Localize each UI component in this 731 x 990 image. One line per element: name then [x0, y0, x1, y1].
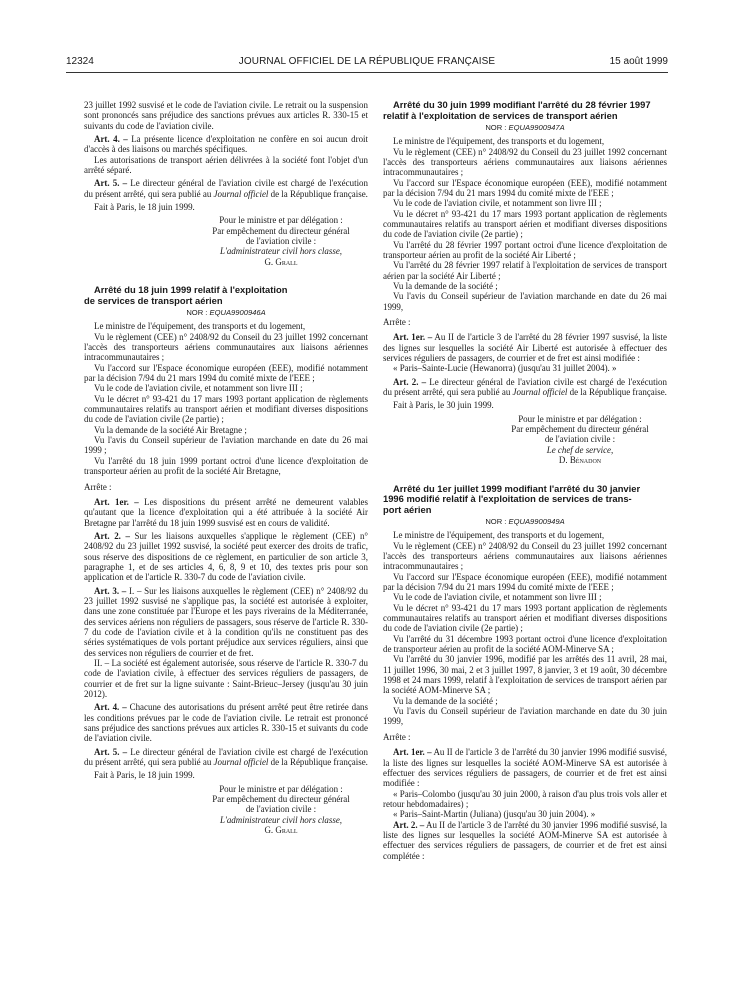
title-line: relatif à l'exploitation de services de transport aérien — [383, 109, 618, 121]
list-item: « Paris–Colombo (jusqu'au 30 juin 2000, à raison d'au plus trois vols aller et retour hebdomadaires) ; — [383, 788, 667, 809]
visa: Vu l'arrêté du 31 décembre 1993 portant octroi d'une licence d'exploitation de transporteur aérien au profit de la société AOM-Minerve SA ; — [383, 633, 667, 655]
visa: Vu la demande de la société ; — [393, 695, 498, 706]
left-column — [84, 100, 368, 836]
page-header — [66, 54, 668, 73]
nor-reference — [84, 308, 368, 318]
paragraph: 23 juillet 1992 susvisé et le code de l'aviation civile. Le retrait ou la suspension sont prononcés sans préjudice des sanctions prévues aux articles R. 330-15 et suivants du code de l'aviation civile. — [84, 100, 368, 131]
article-text: de la République française. — [268, 188, 368, 199]
list-item: « Paris–Sainte-Lucie (Hewanorra) (jusqu'au 31 juillet 2004). » — [393, 363, 617, 374]
signature-line: Pour le ministre et par délégation : — [219, 215, 343, 226]
article-text: Le directeur général de l'aviation civile est chargé de l'exécution du présent arrêté, qui sera publié au — [383, 376, 667, 398]
article-label: Art. 5. – — [94, 746, 128, 757]
title-line: Arrêté du 30 juin 1999 modifiant l'arrêté du 28 février 1997 — [393, 99, 651, 110]
article-5 — [84, 747, 368, 768]
article-1 — [383, 747, 667, 788]
signature-line: Par empêchement du directeur général — [212, 794, 350, 805]
title-line: Arrêté du 18 juin 1999 relatif à l'exploitation — [94, 284, 288, 296]
article-label: Art. 2. – — [393, 819, 425, 830]
visa: Vu le règlement (CEE) n° 2408/92 du Conseil du 23 juillet 1992 concernant l'accès des transporteurs aériens communautaires aux liaisons aériennes intracommunautaires ; — [84, 331, 368, 363]
article-label: Art. 1er. – — [393, 332, 433, 343]
issue-date: 15 août 1999 — [609, 56, 668, 67]
visa: Vu la demande de la société Air Bretagne ; — [94, 424, 247, 435]
article-label: Art. 4. – — [94, 702, 127, 713]
signature-title: Le chef de service, — [546, 444, 614, 455]
article-1 — [84, 497, 368, 528]
nor-code: EQUA9900947A — [508, 123, 565, 133]
visa: Vu le code de l'aviation civile, et notamment son livre III ; — [393, 592, 602, 603]
title-line: 1996 modifié relatif à l'exploitation de services de trans- — [383, 493, 632, 505]
visa: Vu l'accord sur l'Espace économique européen (EEE), modifié notamment par la décision 7/94 du 21 mars 1994 du comité mixte de l'EEE ; — [84, 362, 368, 384]
visa: Vu l'accord sur l'Espace économique européen (EEE), modifié notamment par la décision 7/94 du 21 mars 1994 du comité mixte de l'EEE ; — [383, 571, 667, 592]
article-text: La présente licence d'exploitation ne confère en soi aucun droit d'accès à des liaisons ou marchés spécifiques. — [84, 134, 369, 155]
article-text: Les dispositions du présent arrêté ne demeurent valables qu'autant que la licence d'exploitation qui a été attribuée à la société Air Bretagne par l'arrêté du 18 juin 1999 susvisé est en cours de validité. — [84, 496, 369, 528]
arrete-heading: Arrête : — [383, 317, 411, 328]
article-label: Art. 5. – — [94, 178, 128, 189]
nor-label: NOR : — [485, 123, 509, 133]
signatory-name: G. Grall — [264, 256, 298, 267]
article-5 — [84, 178, 368, 199]
list-item: « Paris–Saint-Martin (Juliana) (jusqu'au 30 juin 2004). » — [393, 809, 596, 820]
article-label: Art. 4. – — [94, 134, 128, 145]
journal-ref: Journal officiel — [213, 188, 269, 199]
article-text: Sur les liaisons auxquelles s'applique le règlement (CEE) n° 2408/92 du 23 juillet 1992 susvisé, la société peut exercer des droits de trafic, sous réserve des dispositions de ce règlement, en particulier de son article 3, paragraphe 1, et de ses articles 4, 6, 8, 9 et 10, des textes pris pour son application et de l'article R. 330-7 du code de l'aviation civile. — [84, 530, 368, 583]
signature-block — [84, 784, 368, 836]
signature-line: Pour le ministre et par délégation : — [518, 413, 642, 424]
signatory-name: G. Grall — [264, 825, 298, 836]
visa: Vu le règlement (CEE) n° 2408/92 du Conseil du 23 juillet 1992 concernant l'accès des transporteurs aériens communautaires aux liaisons aériennes intracommunautaires ; — [383, 540, 667, 572]
date-line: Fait à Paris, le 18 juin 1999. — [94, 770, 195, 781]
signature-line: de l'aviation civile : — [245, 804, 317, 815]
visa: Vu l'arrêté du 18 juin 1999 portant octroi d'une licence d'exploitation de transporteur aérien au profit de la société Air Bretagne, — [84, 455, 368, 477]
visa: Vu l'arrêté du 28 février 1997 relatif à l'exploitation de services de transport aérien par la société Air Liberté ; — [383, 260, 667, 281]
signature-line: Par empêchement du directeur général — [511, 424, 649, 435]
article-text: Au II de l'article 3 de l'arrêté du 28 février 1997 susvisé, la liste des lignes sur lesquelles la société Air Liberté est autorisée à effectuer des services réguliers de passagers, de courrier et de fret est ainsi modifiée : — [383, 332, 667, 364]
article-4 — [84, 134, 368, 155]
title-line: port aérien — [383, 503, 432, 515]
visa: Vu le décret n° 93-421 du 17 mars 1993 portant application de règlements communautaires relatifs au transport aérien et modifiant diverses dispositions du code de l'aviation civile (2e partie) ; — [383, 208, 667, 240]
signature-line: Par empêchement du directeur général — [212, 225, 350, 236]
signature-block — [383, 414, 667, 466]
article-text: I. – Sur les liaisons auxquelles le règlement (CEE) n° 2408/92 du 23 juillet 1992 susvisé ne s'applique pas, la société est autorisée à exploiter, dans une zone constituée par l'Europe et les pays riverains de la Méditerranée, des services aériens non réguliers de passagers, sous réserve de l'article R. 330-7 du code de l'aviation civile et à la condition qu'ils ne constituent pas des séries systématiques de vols portant préjudice aux services réguliers, ainsi que des services non réguliers de courrier et de fret. — [84, 585, 368, 658]
visa: Le ministre de l'équipement, des transports et du logement, — [94, 321, 306, 332]
signatory-name: D. Bénadon — [558, 455, 602, 466]
article-label: Art. 2. – — [393, 376, 427, 387]
visa: Vu le règlement (CEE) n° 2408/92 du Conseil du 23 juillet 1992 concernant l'accès des transporteurs aériens communautaires aux liaisons aériennes intracommunautaires ; — [383, 146, 667, 178]
date-line: Fait à Paris, le 30 juin 1999. — [393, 400, 494, 411]
visa: Vu l'avis du Conseil supérieur de l'aviation marchande en date du 26 mai 1999 ; — [84, 435, 368, 456]
nor-code: EQUA9900949A — [508, 517, 565, 527]
visa: Vu l'arrêté du 30 janvier 1996, modifié par les arrêtés des 11 avril, 28 mai, 11 juillet 1996, 30 mai, 2 et 3 juillet 1997, 8 janvier, 3 et 19 août, 30 décembre 1998 et 24 mars 1999, relatif à l'exploitation de services de transport aérien par la société AOM-Minerve SA ; — [383, 654, 667, 696]
signature-line: de l'aviation civile : — [245, 236, 317, 247]
page-number: 12324 — [66, 56, 94, 67]
paragraph: Les autorisations de transport aérien délivrées à la société font l'objet d'un arrêté séparé. — [84, 154, 368, 176]
visa: Le ministre de l'équipement, des transports et du logement, — [393, 530, 605, 541]
visa: Le ministre de l'équipement, des transports et du logement, — [393, 136, 605, 147]
journal-ref: Journal officiel — [512, 387, 568, 398]
arrete-title — [383, 100, 667, 121]
article-text: Le directeur général de l'aviation civile est chargé de l'exécution du présent arrêté, qui sera publié au — [84, 178, 368, 199]
title-line: Arrêté du 1er juillet 1999 modifiant l'arrêté du 30 janvier — [393, 482, 641, 494]
visa: Vu le code de l'aviation civile, et notamment son livre III ; — [393, 198, 602, 209]
article-label: Art. 3. – — [94, 585, 127, 596]
visa: Vu l'avis du Conseil supérieur de l'aviation marchande en date du 26 mai 1999, — [383, 291, 667, 312]
article-4 — [84, 702, 368, 743]
visa: Vu le code de l'aviation civile, et notamment son livre III ; — [94, 383, 303, 394]
article-2 — [383, 820, 667, 861]
signature-block — [84, 215, 368, 267]
visa: Vu la demande de la société ; — [393, 281, 498, 291]
journal-title: JOURNAL OFFICIEL DE LA RÉPUBLIQUE FRANÇAISE — [238, 56, 496, 67]
article-label: Art. 1er. – — [393, 747, 432, 758]
arrete-title — [383, 484, 667, 516]
nor-label: NOR : — [186, 308, 210, 318]
signature-title: L'administrateur civil hors classe, — [219, 246, 343, 257]
article-2 — [84, 531, 368, 583]
article-text: Au II de l'article 3 de l'arrêté du 30 janvier 1996 modifié susvisé, la liste des lignes sur lesquelles la société AOM-Minerve SA est autorisée à effectuer des services réguliers de passagers, de courrier et de fret est ainsi complétée : — [383, 819, 668, 861]
arrete-heading: Arrête : — [383, 731, 411, 742]
signature-line: Pour le ministre et par délégation : — [219, 783, 343, 794]
signature-line: de l'aviation civile : — [544, 434, 616, 445]
article-text: Au II de l'article 3 de l'arrêté du 30 janvier 1996 modifié susvisé, la liste des lignes sur lesquelles la société AOM-Minerve SA est autorisée à effectuer des services réguliers de passagers, de courrier et de fret est ainsi modifiée : — [383, 747, 667, 789]
article-text: Chacune des autorisations du présent arrêté peut être retirée dans les conditions prévues par le code de l'aviation civile. Le retrait est prononcé sans préjudice des sanctions prévues aux articles R. 330-15 et suivants du code de l'aviation civile. — [84, 702, 368, 744]
visa: Vu le décret n° 93-421 du 17 mars 1993 portant application de règlements communautaires relatifs au transport aérien et modifiant diverses dispositions du code de l'aviation civile (2e partie) ; — [383, 602, 667, 634]
article-text: de la République française. — [567, 387, 667, 398]
visa: Vu l'accord sur l'Espace économique européen (EEE), modifié notamment par la décision 7/94 du 21 mars 1994 du comité mixte de l'EEE ; — [383, 177, 667, 198]
article-label: Art. 1er. – — [94, 496, 139, 507]
nor-reference — [383, 517, 667, 527]
visa: Vu l'arrêté du 28 février 1997 portant octroi d'une licence d'exploitation de transporteur aérien au profit de la société Air Liberté ; — [383, 239, 667, 260]
nor-reference — [383, 123, 667, 133]
title-line: de services de transport aérien — [84, 294, 223, 306]
article-text: Le directeur général de l'aviation civile est chargé de l'exécution du présent arrêté, qui sera publié au — [84, 746, 368, 768]
article-text: de la République française. — [268, 757, 368, 768]
nor-code: EQUA9900946A — [209, 308, 266, 318]
article-1 — [383, 332, 667, 363]
arrete-title — [84, 285, 368, 306]
article-label: Art. 2. – — [94, 530, 130, 541]
date-line: Fait à Paris, le 18 juin 1999. — [94, 202, 195, 213]
visa: Vu l'avis du Conseil supérieur de l'aviation marchande en date du 30 juin 1999, — [383, 706, 667, 727]
nor-label: NOR : — [485, 517, 509, 527]
arrete-heading: Arrête : — [84, 481, 112, 492]
signature-title: L'administrateur civil hors classe, — [219, 814, 343, 825]
journal-ref: Journal officiel — [213, 757, 269, 768]
article-3 — [84, 586, 368, 658]
paragraph: II. – La société est également autorisée, sous réserve de l'article R. 330-7 du code de l'aviation civile, à effectuer des services réguliers de passagers, de courrier et de fret sur la ligne suivante : Saint-Brieuc–Jersey (jusqu'au 30 juin 2012). — [84, 658, 368, 700]
visa: Vu le décret n° 93-421 du 17 mars 1993 portant application de règlements communautaires relatifs au transport aérien et modifiant diverses dispositions du code de l'aviation civile (2e partie) ; — [84, 393, 368, 425]
right-column — [383, 100, 667, 861]
article-2 — [383, 377, 667, 398]
